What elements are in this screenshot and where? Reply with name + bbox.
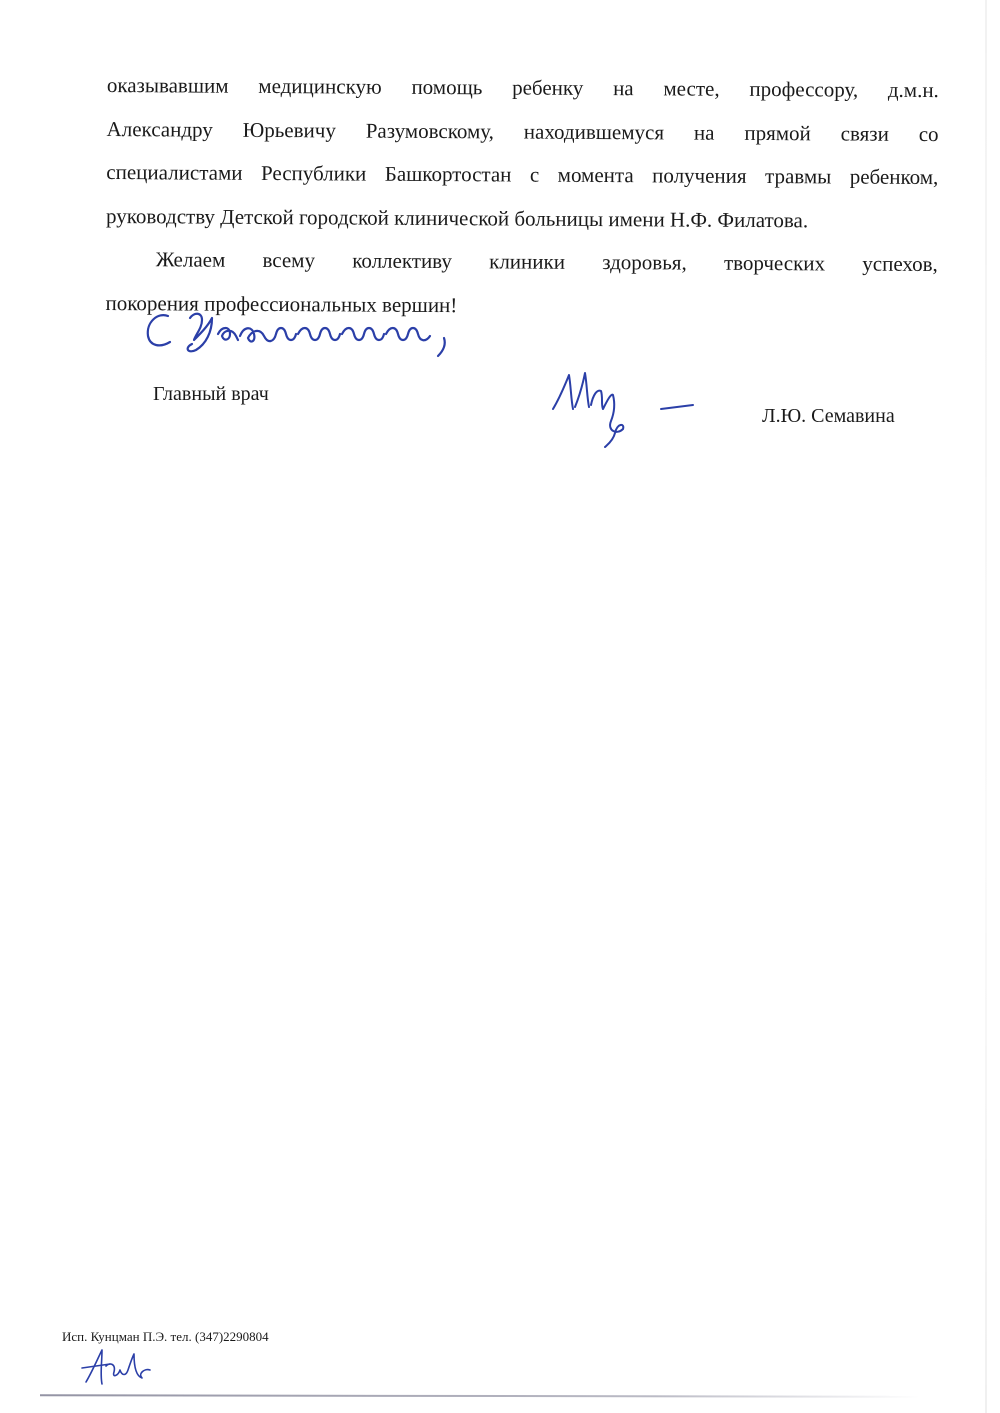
paragraph-1-line-1: оказывавшим медицинскую помощь ребенку на месте, профессору, д.м.н.	[106, 72, 939, 103]
letter-body	[105, 64, 939, 330]
bottom-scan-line	[40, 1394, 920, 1398]
paragraph-1-line-4: руководству Детской городской клинической больницы имени Н.Ф. Филатова.	[106, 203, 809, 232]
executor-contact: Исп. Кунцман П.Э. тел. (347)2290804	[62, 1329, 269, 1344]
chief-doctor-signature	[545, 365, 705, 450]
paragraph-1-line-3: специалистами Республики Башкортостан с момента получения травмы ребенком,	[106, 159, 939, 190]
signatory-position: Главный врач	[153, 383, 269, 405]
paragraph-1	[106, 64, 939, 243]
paragraph-2-line-2: покорения профессиональных вершин!	[105, 290, 458, 317]
paragraph-2-line-1: Желаем всему коллективу клиники здоровья, творческих успехов,	[155, 247, 938, 277]
executor-signature	[80, 1344, 160, 1389]
handwritten-greeting	[140, 298, 460, 368]
paragraph-1-line-2: Александру Юрьевичу Разумовскому, находившемуся на прямой связи со	[106, 116, 939, 146]
signatory-name: Л.Ю. Семавина	[762, 405, 895, 427]
scan-streak	[985, 0, 987, 1413]
